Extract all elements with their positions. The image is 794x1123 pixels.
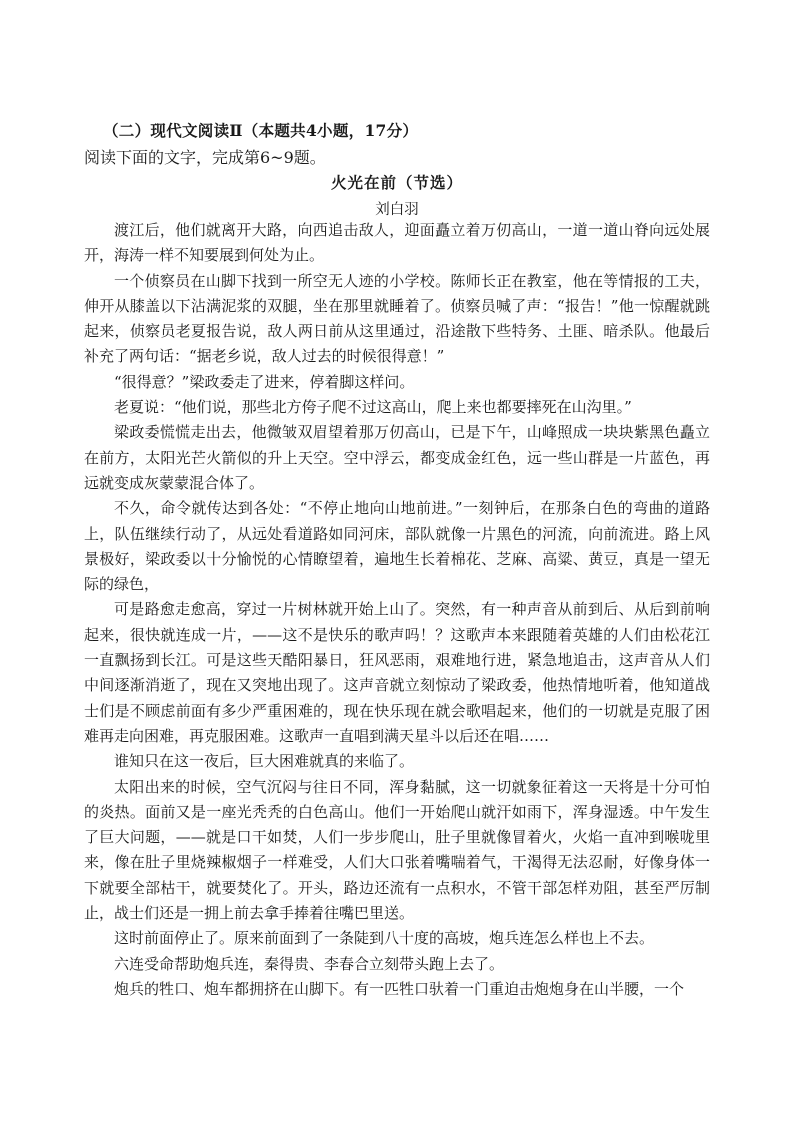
paragraph: 太阳出来的时候，空气沉闷与往日不同，浑身黏腻，这一切就象征着这一天将是十分可怕的炎热。面前又是一座光秃秃的白色高山。他们一开始爬山就汗如雨下，浑身湿透。中午发生了巨大问题，——就是口干如焚，人们一步步爬山，肚子里就像冒着火，火焰一直冲到喉咙里来，像在肚子里烧辣椒烟子一样难受，人们大口张着嘴喘着气，干渴得无法忍耐，好像身体一下就要全部枯干，就要焚化了。开头，路边还流有一点积水，不管干部怎样劝阻，甚至严厉制止，战士们还是一拥上前去拿手捧着往嘴巴里送。 bbox=[84, 777, 710, 923]
article-author: 刘白羽 bbox=[375, 202, 419, 218]
paragraph: 一个侦察员在山脚下找到一所空无人迹的小学校。陈师长正在教室，他在等情报的工夫，伸开从膝盖以下沾满泥浆的双腿，坐在那里就睡着了。侦察员喊了声：“报告！”他一惊醒就跳起来，侦察员老夏报告说，敌人两日前从这里通过，沿途散下些特务、土匪、暗杀队。他最后补充了两句话：“据老乡说，敌人过去的时候很得意！” bbox=[84, 271, 710, 366]
article-body bbox=[84, 218, 710, 1002]
paragraph: 渡江后，他们就离开大路，向西追击敌人，迎面矗立着万仞高山，一道一道山脊向远处展开，海涛一样不知要展到何处为止。 bbox=[84, 221, 710, 265]
paragraph: 可是路愈走愈高，穿过一片树林就开始上山了。突然，有一种声音从前到后、从后到前响起来，很快就连成一片，——这不是快乐的歌声吗！？这歌声本来跟随着英雄的人们由松花江一直飘扬到长江。可是这些天酷阳暴日，狂风恶雨，艰难地行进，紧急地追击，这声音从人们中间逐渐消逝了，现在又突地出现了。这声音就立刻惊动了梁政委，他热情地听着，他知道战士们是不顾虑前面有多少严重困难的，现在快乐现在就会歌唱起来，他们的一切就是克服了困难再走向困难，再克服困难。这歌声一直唱到满天星斗以后还在唱…… bbox=[84, 600, 710, 745]
section-title: （二）现代文阅读Ⅱ（本题共4小题，17分） bbox=[103, 121, 419, 140]
paragraph: 六连受命帮助炮兵连，秦得贵、李春合立刻带头跑上去了。 bbox=[114, 954, 505, 973]
paragraph: 谁知只在这一夜后，巨大困难就真的来临了。 bbox=[114, 752, 415, 771]
paragraph: 不久，命令就传达到各处：“不停止地向山地前进。”一刻钟后，在那条白色的弯曲的道路上，队伍继续行动了，从远处看道路如同河床，部队就像一片黑色的河流，向前流进。路上风景极好，梁政委以十分愉悦的心情瞭望着，遍地生长着棉花、芝麻、高粱、黄豆，真是一望无际的绿色， bbox=[84, 499, 710, 594]
paragraph: “很得意？”梁政委走了进来，停着脚这样问。 bbox=[114, 372, 415, 391]
paragraph: 老夏说：“他们说，那些北方侉子爬不过这高山，爬上来也都要摔死在山沟里。” bbox=[114, 398, 632, 417]
paragraph: 炮兵的牲口、炮车都拥挤在山脚下。有一匹牲口驮着一门重迫击炮炮身在山半腰，一个 bbox=[114, 979, 685, 998]
paragraph: 梁政委慌慌走出去，他微皱双眉望着那万仞高山，已是下午，山峰照成一块块紫黑色矗立在前方，太阳光芒火箭似的升上天空。空中浮云，都变成金红色，远一些山群是一片蓝色，再远就变成灰蒙蒙混合体了。 bbox=[84, 423, 710, 492]
article-title: 火光在前（节选） bbox=[330, 173, 463, 192]
paragraph: 这时前面停止了。原来前面到了一条陡到八十度的高坡，炮兵连怎么样也上不去。 bbox=[114, 929, 655, 948]
reading-instruction: 阅读下面的文字，完成第6~9题。 bbox=[84, 148, 326, 167]
